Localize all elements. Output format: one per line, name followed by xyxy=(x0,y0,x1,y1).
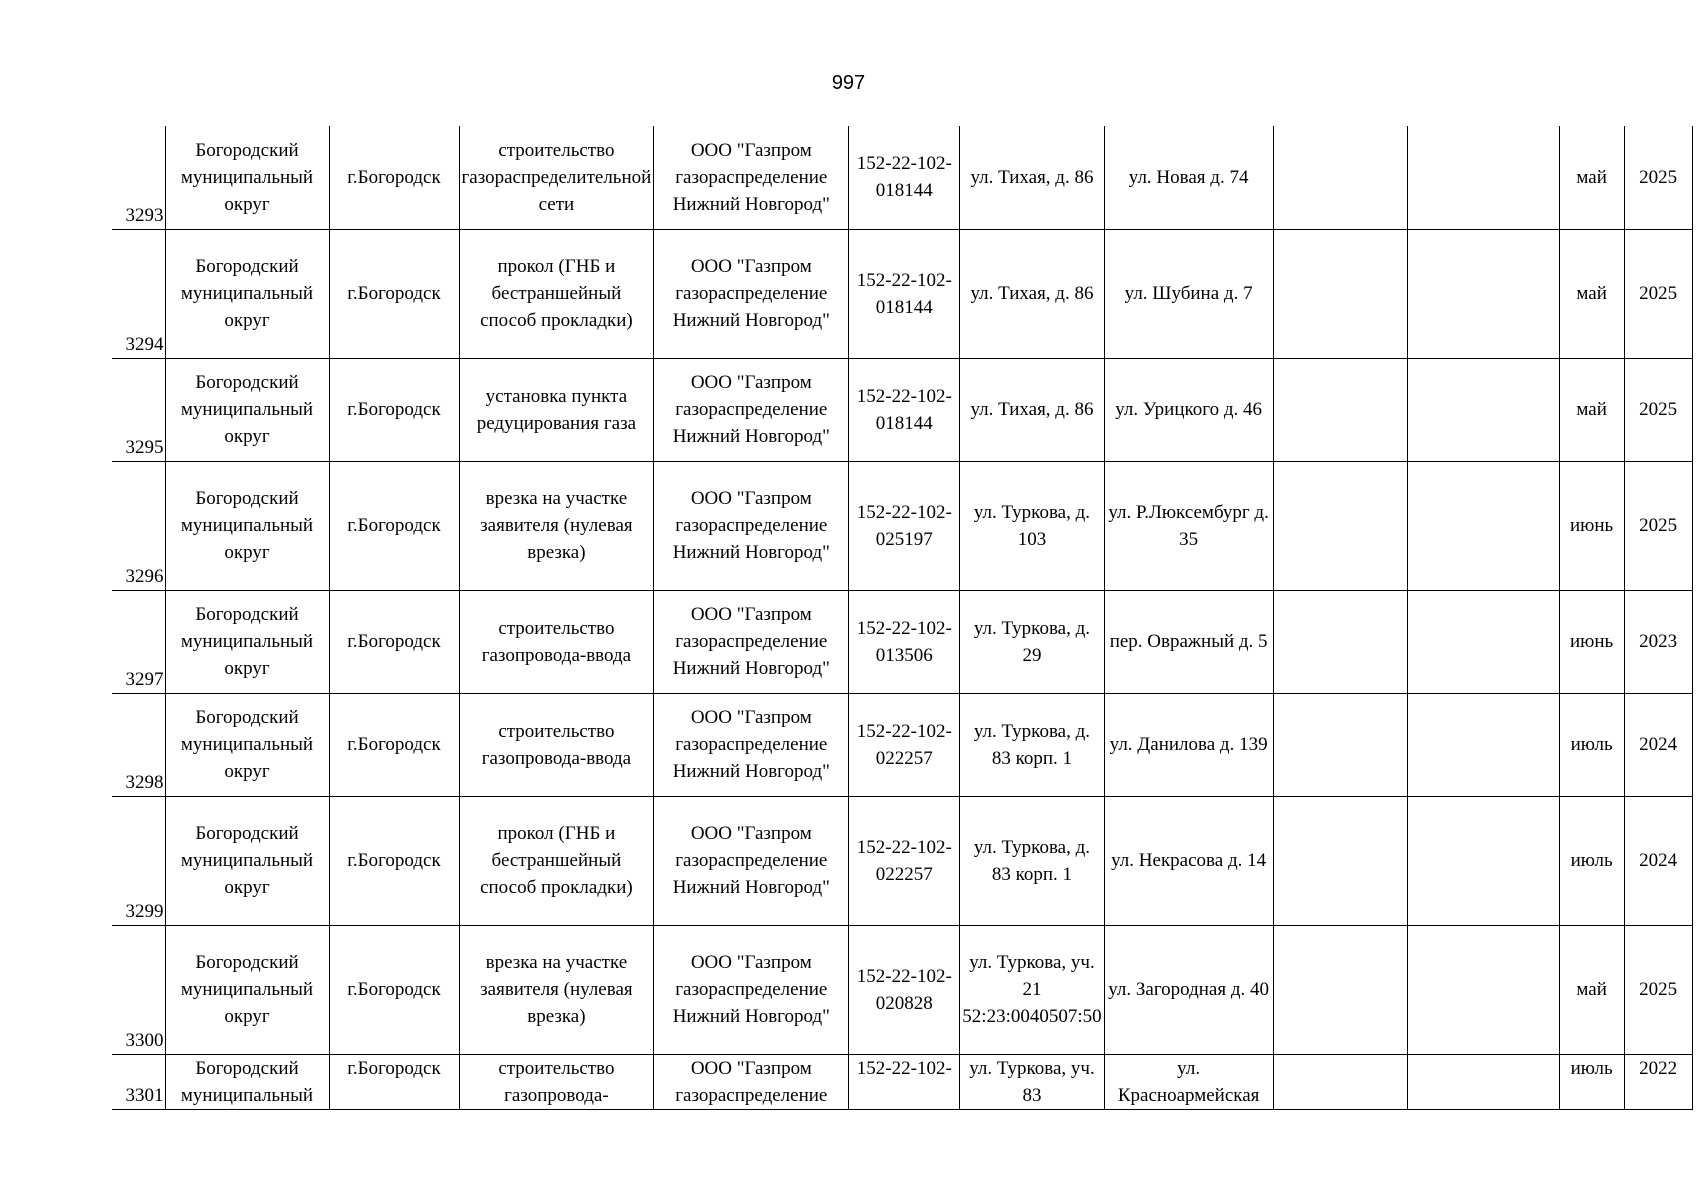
address-to-cell: ул. Загородная д. 40 xyxy=(1104,925,1273,1054)
address-to-cell: ул. Красноармейская xyxy=(1104,1054,1273,1109)
table-row xyxy=(112,126,1692,229)
empty-cell xyxy=(1273,925,1407,1054)
table-row xyxy=(112,461,1692,590)
organization-cell: ООО "Газпром газораспределение Нижний Новгород" xyxy=(654,590,849,693)
year-cell: 2025 xyxy=(1624,358,1692,461)
year-cell: 2025 xyxy=(1624,461,1692,590)
work-type-cell: строительство газораспределительной сети xyxy=(459,126,654,229)
district-cell: Богородский муниципальный xyxy=(165,1054,329,1109)
district-cell: Богородский муниципальный округ xyxy=(165,358,329,461)
address-to-cell: ул. Некрасова д. 14 xyxy=(1104,796,1273,925)
district-cell: Богородский муниципальный округ xyxy=(165,590,329,693)
work-type-cell: прокол (ГНБ и бестраншейный способ прокладки) xyxy=(459,229,654,358)
empty-cell xyxy=(1273,590,1407,693)
empty-cell xyxy=(1273,126,1407,229)
city-cell: г.Богородск xyxy=(329,796,459,925)
address-from-cell: ул. Туркова, д. 83 корп. 1 xyxy=(960,796,1104,925)
address-from-cell: ул. Тихая, д. 86 xyxy=(960,126,1104,229)
permit-code-cell: 152-22-102-022257 xyxy=(849,796,960,925)
month-cell: июль xyxy=(1559,796,1624,925)
month-cell: июль xyxy=(1559,1054,1624,1109)
month-cell: май xyxy=(1559,358,1624,461)
table-row xyxy=(112,796,1692,925)
year-cell: 2023 xyxy=(1624,590,1692,693)
row-number: 3295 xyxy=(112,358,165,461)
organization-cell: ООО "Газпром газораспределение xyxy=(654,1054,849,1109)
empty-cell xyxy=(1407,796,1559,925)
address-from-cell: ул. Туркова, д. 103 xyxy=(960,461,1104,590)
address-from-cell: ул. Туркова, уч. 83 xyxy=(960,1054,1104,1109)
empty-cell xyxy=(1273,693,1407,796)
city-cell: г.Богородск xyxy=(329,925,459,1054)
year-cell: 2024 xyxy=(1624,796,1692,925)
permit-code-cell: 152-22-102-022257 xyxy=(849,693,960,796)
city-cell: г.Богородск xyxy=(329,1054,459,1109)
empty-cell xyxy=(1407,229,1559,358)
empty-cell xyxy=(1273,461,1407,590)
month-cell: май xyxy=(1559,126,1624,229)
district-cell: Богородский муниципальный округ xyxy=(165,461,329,590)
month-cell: июнь xyxy=(1559,590,1624,693)
year-cell: 2025 xyxy=(1624,126,1692,229)
address-to-cell: пер. Овражный д. 5 xyxy=(1104,590,1273,693)
city-cell: г.Богородск xyxy=(329,126,459,229)
permit-code-cell: 152-22-102-018144 xyxy=(849,126,960,229)
permit-code-cell: 152-22-102-018144 xyxy=(849,358,960,461)
table-row xyxy=(112,229,1692,358)
organization-cell: ООО "Газпром газораспределение Нижний Новгород" xyxy=(654,925,849,1054)
permit-code-cell: 152-22-102-018144 xyxy=(849,229,960,358)
address-to-cell: ул. Р.Люксембург д. 35 xyxy=(1104,461,1273,590)
city-cell: г.Богородск xyxy=(329,358,459,461)
district-cell: Богородский муниципальный округ xyxy=(165,925,329,1054)
district-cell: Богородский муниципальный округ xyxy=(165,126,329,229)
address-to-cell: ул. Новая д. 74 xyxy=(1104,126,1273,229)
register-table xyxy=(112,126,1693,1110)
city-cell: г.Богородск xyxy=(329,229,459,358)
row-number: 3299 xyxy=(112,796,165,925)
permit-code-cell: 152-22-102-025197 xyxy=(849,461,960,590)
organization-cell: ООО "Газпром газораспределение Нижний Новгород" xyxy=(654,796,849,925)
month-cell: июль xyxy=(1559,693,1624,796)
row-number: 3296 xyxy=(112,461,165,590)
year-cell: 2025 xyxy=(1624,229,1692,358)
work-type-cell: строительство газопровода-ввода xyxy=(459,693,654,796)
organization-cell: ООО "Газпром газораспределение Нижний Новгород" xyxy=(654,126,849,229)
work-type-cell: прокол (ГНБ и бестраншейный способ прокладки) xyxy=(459,796,654,925)
permit-code-cell: 152-22-102-013506 xyxy=(849,590,960,693)
address-from-cell: ул. Туркова, д. 29 xyxy=(960,590,1104,693)
permit-code-cell: 152-22-102- xyxy=(849,1054,960,1109)
city-cell: г.Богородск xyxy=(329,461,459,590)
work-type-cell: врезка на участке заявителя (нулевая врезка) xyxy=(459,925,654,1054)
organization-cell: ООО "Газпром газораспределение Нижний Новгород" xyxy=(654,693,849,796)
empty-cell xyxy=(1407,925,1559,1054)
district-cell: Богородский муниципальный округ xyxy=(165,693,329,796)
year-cell: 2022 xyxy=(1624,1054,1692,1109)
month-cell: май xyxy=(1559,229,1624,358)
work-type-cell: установка пункта редуцирования газа xyxy=(459,358,654,461)
work-type-cell: строительство газопровода- xyxy=(459,1054,654,1109)
address-to-cell: ул. Данилова д. 139 xyxy=(1104,693,1273,796)
district-cell: Богородский муниципальный округ xyxy=(165,796,329,925)
organization-cell: ООО "Газпром газораспределение Нижний Новгород" xyxy=(654,461,849,590)
work-type-cell: строительство газопровода-ввода xyxy=(459,590,654,693)
empty-cell xyxy=(1407,1054,1559,1109)
district-cell: Богородский муниципальный округ xyxy=(165,229,329,358)
address-from-cell: ул. Тихая, д. 86 xyxy=(960,358,1104,461)
row-number: 3300 xyxy=(112,925,165,1054)
address-to-cell: ул. Урицкого д. 46 xyxy=(1104,358,1273,461)
empty-cell xyxy=(1407,358,1559,461)
empty-cell xyxy=(1273,1054,1407,1109)
empty-cell xyxy=(1407,126,1559,229)
row-number: 3293 xyxy=(112,126,165,229)
table-row xyxy=(112,693,1692,796)
table-row xyxy=(112,358,1692,461)
address-from-cell: ул. Тихая, д. 86 xyxy=(960,229,1104,358)
table-row xyxy=(112,925,1692,1054)
empty-cell xyxy=(1273,358,1407,461)
row-number: 3294 xyxy=(112,229,165,358)
empty-cell xyxy=(1407,590,1559,693)
empty-cell xyxy=(1407,693,1559,796)
city-cell: г.Богородск xyxy=(329,590,459,693)
address-to-cell: ул. Шубина д. 7 xyxy=(1104,229,1273,358)
year-cell: 2024 xyxy=(1624,693,1692,796)
organization-cell: ООО "Газпром газораспределение Нижний Новгород" xyxy=(654,358,849,461)
city-cell: г.Богородск xyxy=(329,693,459,796)
table-row xyxy=(112,1054,1692,1109)
row-number: 3297 xyxy=(112,590,165,693)
organization-cell: ООО "Газпром газораспределение Нижний Новгород" xyxy=(654,229,849,358)
address-from-cell: ул. Туркова, уч. 21 52:23:0040507:50 xyxy=(960,925,1104,1054)
table-row xyxy=(112,590,1692,693)
month-cell: май xyxy=(1559,925,1624,1054)
empty-cell xyxy=(1273,796,1407,925)
row-number: 3298 xyxy=(112,693,165,796)
empty-cell xyxy=(1273,229,1407,358)
permit-code-cell: 152-22-102-020828 xyxy=(849,925,960,1054)
address-from-cell: ул. Туркова, д. 83 корп. 1 xyxy=(960,693,1104,796)
page-number: 997 xyxy=(831,72,866,94)
work-type-cell: врезка на участке заявителя (нулевая врезка) xyxy=(459,461,654,590)
row-number: 3301 xyxy=(112,1054,165,1109)
empty-cell xyxy=(1407,461,1559,590)
year-cell: 2025 xyxy=(1624,925,1692,1054)
month-cell: июнь xyxy=(1559,461,1624,590)
